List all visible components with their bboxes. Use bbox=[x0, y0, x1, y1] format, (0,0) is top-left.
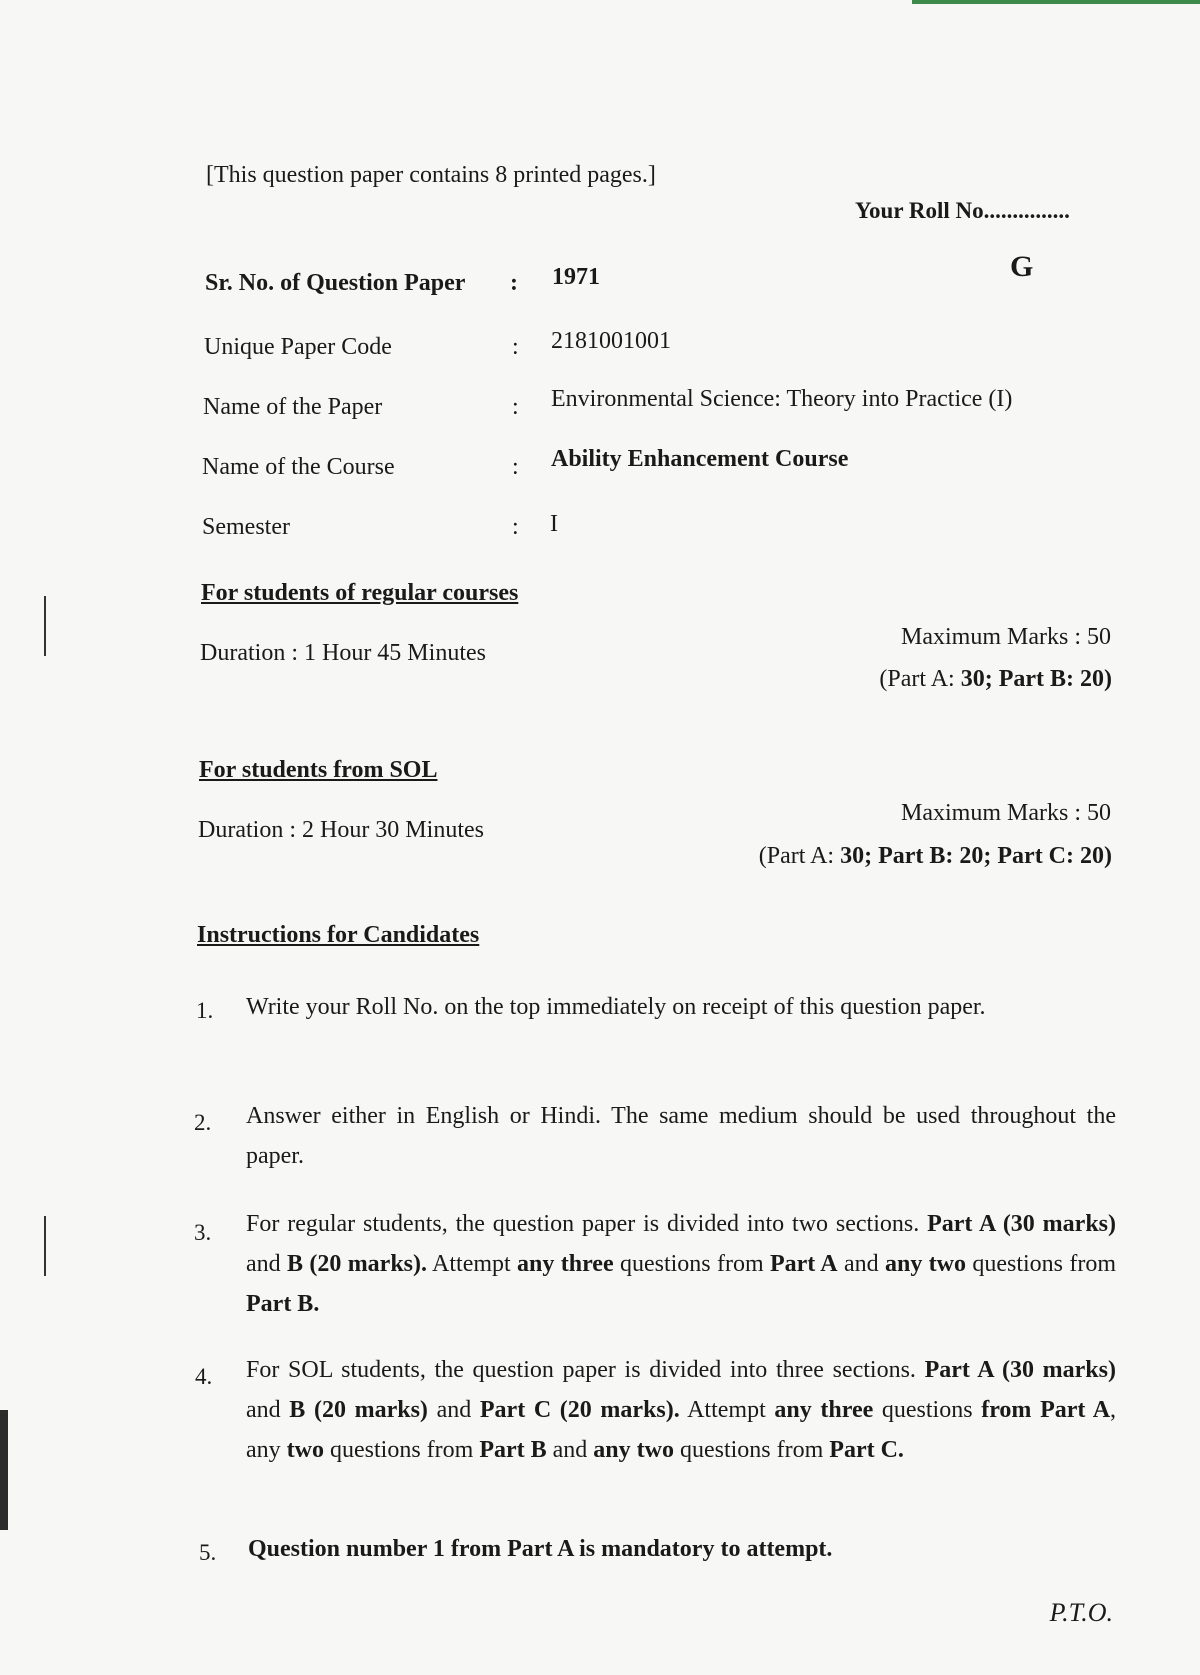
roll-no-field: Your Roll No............... bbox=[855, 198, 1070, 223]
margin-mark-top bbox=[44, 596, 46, 656]
instruction-number: 5. bbox=[199, 1540, 217, 1565]
sol-heading: For students from SOL bbox=[199, 757, 438, 783]
paper-name-colon: : bbox=[512, 394, 519, 420]
paper-code-label: Unique Paper Code bbox=[204, 334, 392, 360]
sr-no-value: 1971 bbox=[552, 264, 600, 290]
semester-label: Semester bbox=[202, 514, 290, 540]
paper-code-value: 2181001001 bbox=[551, 328, 671, 354]
instruction-item: For SOL students, the question paper is divided into three sections. Part A (30 marks) and B (20 marks) and Part C (20 marks). Attempt any three questions from Part A, any two questions from Part B and any two questions from Part C. bbox=[246, 1357, 1117, 1463]
instruction-number: 2. bbox=[194, 1110, 212, 1135]
regular-max-marks: Maximum Marks : 50 bbox=[901, 624, 1111, 650]
instruction-item: Answer either in English or Hindi. The same medium should be used throughout the paper. bbox=[246, 1103, 1116, 1169]
sr-no-label: Sr. No. of Question Paper bbox=[205, 270, 466, 296]
sr-no-colon: : bbox=[510, 270, 518, 296]
paper-code-colon: : bbox=[512, 334, 519, 360]
regular-duration: Duration : 1 Hour 45 Minutes bbox=[200, 640, 486, 666]
sol-max-marks: Maximum Marks : 50 bbox=[901, 800, 1111, 826]
sol-parts-breakdown: (Part A: 30; Part B: 20; Part C: 20) bbox=[758, 843, 1112, 869]
pto-note: P.T.O. bbox=[1049, 1598, 1113, 1627]
regular-courses-heading: For students of regular courses bbox=[201, 580, 519, 606]
paper-name-value: Environmental Science: Theory into Practice (I) bbox=[551, 386, 1013, 412]
semester-value: I bbox=[550, 511, 558, 537]
regular-parts-breakdown: (Part A: 30; Part B: 20) bbox=[879, 666, 1112, 692]
instruction-number: 4. bbox=[195, 1364, 213, 1389]
instruction-number: 1. bbox=[196, 998, 214, 1023]
course-name-value: Ability Enhancement Course bbox=[551, 446, 849, 472]
instructions-heading: Instructions for Candidates bbox=[197, 922, 480, 948]
instruction-number: 3. bbox=[194, 1220, 212, 1245]
instruction-item: Question number 1 from Part A is mandatory to attempt. bbox=[248, 1536, 833, 1562]
instruction-item: For regular students, the question paper is divided into two sections. Part A (30 marks) and B (20 marks). Attempt any three questions from Part A and any two questions from Part B. bbox=[246, 1211, 1116, 1317]
margin-mark-bottom bbox=[44, 1216, 46, 1276]
top-edge-strip bbox=[912, 0, 1200, 4]
course-name-colon: : bbox=[512, 454, 519, 480]
instruction-item: Write your Roll No. on the top immediately on receipt of this question paper. bbox=[246, 994, 986, 1020]
course-name-label: Name of the Course bbox=[202, 454, 395, 480]
set-letter: G bbox=[1010, 250, 1034, 283]
sol-duration: Duration : 2 Hour 30 Minutes bbox=[198, 817, 484, 843]
semester-colon: : bbox=[512, 514, 519, 540]
scan-edge-shadow bbox=[0, 1410, 8, 1530]
paper-name-label: Name of the Paper bbox=[203, 394, 383, 420]
printed-pages-note: [This question paper contains 8 printed pages.] bbox=[206, 162, 656, 188]
